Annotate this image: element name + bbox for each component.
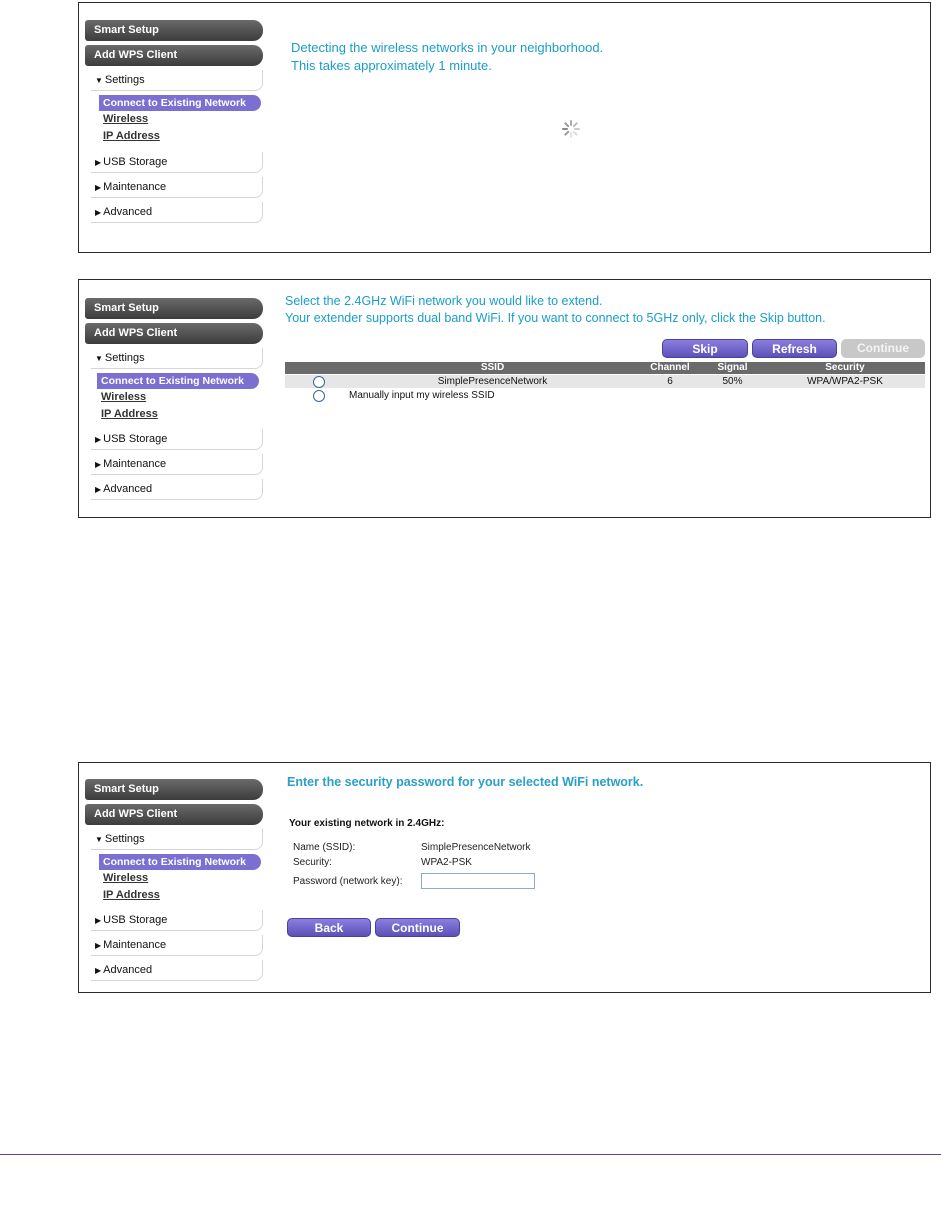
caret-down-icon: ▼ xyxy=(95,354,103,363)
advanced-menu[interactable] xyxy=(91,202,263,223)
table-row[interactable] xyxy=(285,375,925,388)
usb-storage-label: USB Storage xyxy=(103,433,168,445)
security-header: Security xyxy=(825,362,865,373)
continue-button[interactable]: Continue xyxy=(375,918,460,937)
settings-menu[interactable] xyxy=(91,348,263,369)
select-network-message xyxy=(285,293,826,327)
ssid-value: SimplePresenceNetwork xyxy=(421,842,531,853)
caret-down-icon: ▼ xyxy=(95,76,103,85)
security-label: Security: xyxy=(293,857,332,868)
connect-existing-network-item[interactable]: Connect to Existing Network xyxy=(97,373,259,389)
manual-ssid-row[interactable] xyxy=(285,389,925,402)
sidebar-menu xyxy=(85,779,263,985)
channel-cell: 6 xyxy=(667,376,673,387)
wireless-link[interactable]: Wireless xyxy=(103,113,149,125)
sidebar-menu xyxy=(85,298,263,504)
manual-ssid-label: Manually input my wireless SSID xyxy=(349,390,495,401)
caret-right-icon: ▶ xyxy=(95,485,102,494)
detecting-panel xyxy=(78,2,931,253)
ip-address-link[interactable]: IP Address xyxy=(103,130,160,142)
advanced-label: Advanced xyxy=(103,964,153,976)
settings-label: Settings xyxy=(104,74,145,86)
wireless-link[interactable]: Wireless xyxy=(103,872,149,884)
usb-storage-menu[interactable] xyxy=(91,429,263,450)
password-panel xyxy=(78,762,931,993)
caret-right-icon: ▶ xyxy=(95,460,102,469)
caret-right-icon: ▶ xyxy=(95,941,102,950)
advanced-menu[interactable] xyxy=(91,960,263,981)
maintenance-label: Maintenance xyxy=(103,939,167,951)
caret-down-icon: ▼ xyxy=(95,835,103,844)
select-line-1: Select the 2.4GHz WiFi network you would like to extend. xyxy=(285,294,603,308)
network-radio[interactable] xyxy=(313,376,325,388)
network-table-header xyxy=(285,362,925,374)
back-button[interactable]: Back xyxy=(287,918,371,937)
detecting-message xyxy=(291,39,603,75)
detecting-line-2: This takes approximately 1 minute. xyxy=(291,58,492,73)
add-wps-client-button[interactable]: Add WPS Client xyxy=(85,45,263,66)
caret-right-icon: ▶ xyxy=(95,183,102,192)
continue-button[interactable]: Continue xyxy=(841,339,925,358)
caret-right-icon: ▶ xyxy=(95,435,102,444)
detecting-line-1: Detecting the wireless networks in your neighborhood. xyxy=(291,40,604,55)
select-line-2: Your extender supports dual band WiFi. If you want to connect to 5GHz only, click the Skip button. xyxy=(285,311,826,325)
sidebar-menu xyxy=(85,20,263,227)
ssid-cell: SimplePresenceNetwork xyxy=(437,376,548,387)
advanced-menu[interactable] xyxy=(91,479,263,500)
manual-ssid-radio[interactable] xyxy=(313,390,325,402)
maintenance-menu[interactable] xyxy=(91,454,263,475)
settings-label: Settings xyxy=(104,352,145,364)
add-wps-client-button[interactable]: Add WPS Client xyxy=(85,804,263,825)
ip-address-link[interactable]: IP Address xyxy=(103,889,160,901)
wireless-link[interactable]: Wireless xyxy=(101,391,147,403)
select-network-panel xyxy=(78,279,931,518)
security-value: WPA2-PSK xyxy=(421,857,472,868)
usb-storage-label: USB Storage xyxy=(103,156,168,168)
existing-network-subtitle: Your existing network in 2.4GHz: xyxy=(289,818,445,829)
advanced-label: Advanced xyxy=(103,206,153,218)
connect-existing-network-item[interactable]: Connect to Existing Network xyxy=(99,854,261,870)
caret-right-icon: ▶ xyxy=(95,916,102,925)
loading-spinner-icon xyxy=(561,119,581,139)
usb-storage-label: USB Storage xyxy=(103,914,168,926)
maintenance-menu[interactable] xyxy=(91,177,263,198)
page-title: Enter the security password for your selected WiFi network. xyxy=(287,775,644,789)
refresh-button[interactable]: Refresh xyxy=(752,339,837,358)
smart-setup-button[interactable]: Smart Setup xyxy=(85,779,263,800)
footer-divider xyxy=(0,1154,941,1155)
add-wps-client-button[interactable]: Add WPS Client xyxy=(85,323,263,344)
usb-storage-menu[interactable] xyxy=(91,910,263,931)
ssid-label: Name (SSID): xyxy=(293,842,356,853)
caret-right-icon: ▶ xyxy=(95,208,102,217)
password-input[interactable] xyxy=(421,873,535,889)
maintenance-label: Maintenance xyxy=(103,181,167,193)
channel-header: Channel xyxy=(650,362,690,373)
connect-existing-network-item[interactable]: Connect to Existing Network xyxy=(99,95,261,111)
settings-menu[interactable] xyxy=(91,829,263,850)
security-cell: WPA/WPA2-PSK xyxy=(807,376,883,387)
password-label: Password (network key): xyxy=(293,876,403,887)
smart-setup-button[interactable]: Smart Setup xyxy=(85,298,263,319)
usb-storage-menu[interactable] xyxy=(91,152,263,173)
maintenance-menu[interactable] xyxy=(91,935,263,956)
ssid-header: SSID xyxy=(480,362,505,373)
caret-right-icon: ▶ xyxy=(95,158,102,167)
signal-cell: 50% xyxy=(722,376,743,387)
ip-address-link[interactable]: IP Address xyxy=(101,408,158,420)
maintenance-label: Maintenance xyxy=(103,458,167,470)
signal-header: Signal xyxy=(717,362,748,373)
smart-setup-button[interactable]: Smart Setup xyxy=(85,20,263,41)
advanced-label: Advanced xyxy=(103,483,153,495)
skip-button[interactable]: Skip xyxy=(662,339,748,358)
settings-menu[interactable] xyxy=(91,70,263,91)
settings-label: Settings xyxy=(104,833,145,845)
caret-right-icon: ▶ xyxy=(95,966,102,975)
